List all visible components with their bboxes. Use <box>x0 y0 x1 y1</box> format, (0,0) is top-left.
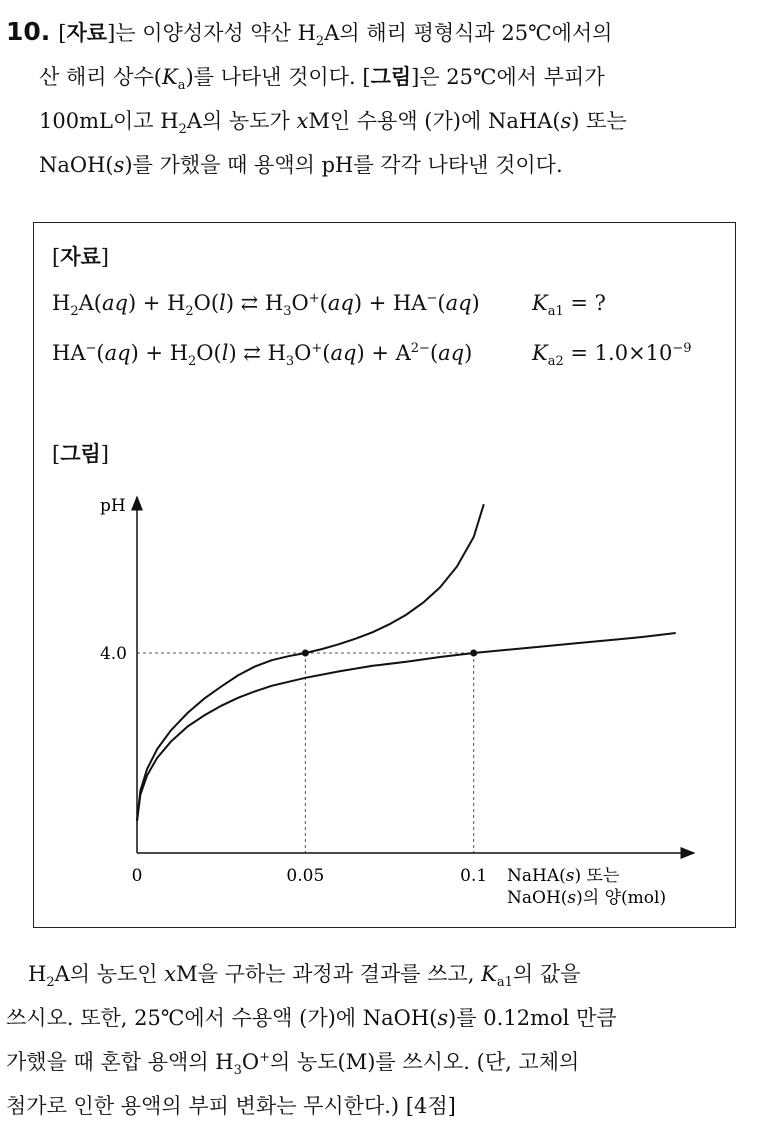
figure-heading: [그림] <box>52 441 109 466</box>
question-line-2: 산 해리 상수$(K_a)$를 나타낸 것이다. [그림]은 25℃에서 부피가 <box>39 64 605 94</box>
question-line-4: NaOH(s)를 가했을 때 용액의 pH를 각각 나타낸 것이다. <box>39 153 563 177</box>
data-point <box>470 650 477 657</box>
question-line-1: 10. [자료]는 이양성자성 약산 $H_2A$의 해리 평형식과 25℃에서의 <box>6 17 613 50</box>
x-tick-label: 0.1 <box>460 866 488 886</box>
y-tick-label: 4.0 <box>99 644 127 664</box>
answer-line-3: 가했을 때 혼합 용액의 $H_3O^+$의 농도(M)를 쓰시오. (단, 고체의 <box>6 1050 580 1079</box>
x-tick-label: 0.05 <box>286 866 325 886</box>
ka2-constant: $K_{a2} = 1.0\times 10^{-9}$ <box>532 341 692 370</box>
question-text <box>6 10 766 187</box>
series-curve-1 <box>137 504 484 821</box>
question-line-3: 100mL이고 $H_2A$의 농도가 xM인 수용액 (가)에 NaHA(s) 또는 <box>39 109 627 138</box>
data-point <box>302 650 309 657</box>
equation-1: $H_2A(aq) + H_2O(l)$ ⇄ $H_3O^+(aq) + HA^-(aq)$ $K_{a1}$ = ? <box>52 291 606 320</box>
x-axis-label-line-1: NaHA(s) 또는 <box>507 866 620 886</box>
y-axis-label: pH <box>100 496 126 516</box>
data-figure-box <box>33 222 736 928</box>
answer-prompt <box>6 952 766 1128</box>
x-tick-label: 0 <box>131 866 143 886</box>
x-axis-label-line-2: NaOH(s)의 양(mol) <box>507 888 667 908</box>
question-number: 10. <box>6 17 51 46</box>
equation-2: $HA^-(aq) + H_2O(l)$ ⇄ $H_3O^+(aq) + A^{2-}(aq)$ $K_{a2} = 1.0\times 10^{-9}$ <box>52 341 692 370</box>
figure-label: 그림 <box>370 64 412 89</box>
ph-chart <box>34 483 734 923</box>
series-curve-2 <box>137 633 676 821</box>
data-label: 자료 <box>66 20 108 45</box>
ka1-constant: $K_{a1}$ = ? <box>532 291 606 320</box>
answer-line-2: 쓰시오. 또한, 25℃에서 수용액 (가)에 NaOH(s)를 0.12mol 만큼 <box>6 1006 617 1030</box>
answer-line-4: 첨가로 인한 용액의 부피 변화는 무시한다.) [4점] <box>6 1094 456 1118</box>
answer-line-1: $H_2A$의 농도인 xM을 구하는 과정과 결과를 쓰고, $K_{a1}$의 값을 <box>28 962 581 991</box>
data-heading: [자료] <box>52 244 109 269</box>
